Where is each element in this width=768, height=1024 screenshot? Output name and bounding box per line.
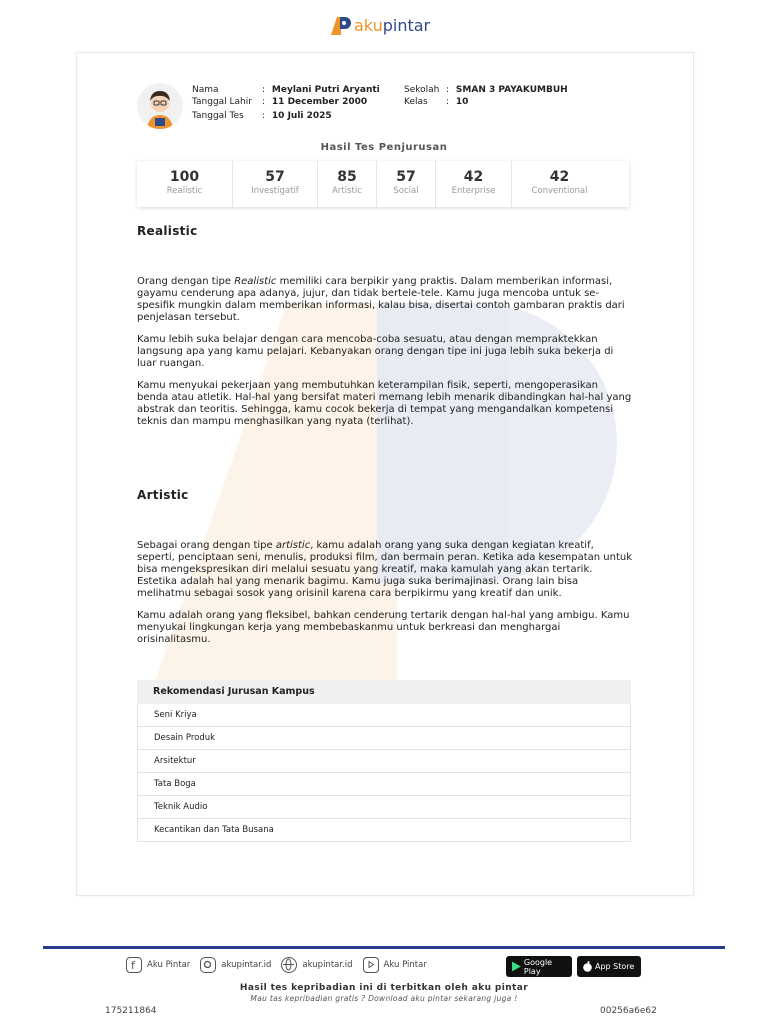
logo-mark-icon [328,13,352,37]
profile-name-row: Nama : Meylani Putri Aryanti [192,85,380,95]
realistic-paragraph-3: Kamu menyukai pekerjaan yang membutuhkan keterampilan fisik, seperti, mengoperasikan benda atau atletik. Hal-hal yang bersifat materi memang lebih menarik dibandingkan hal-hal yang abstrak dan teoritis. Sehingga, kamu cocok bekerja di tempat yang mengandalkan kompetensi teknis dan mampu menghasilkan yang nyata (terlihat). [137,380,632,427]
profile-birth-row: Tanggal Lahir : 11 December 2000 [192,97,368,107]
globe-icon [281,957,297,973]
app-store-button[interactable]: App Store [577,956,641,977]
score-realistic: 100 Realistic [137,161,233,207]
school-label: Sekolah [404,85,440,95]
student-avatar-icon [137,83,183,129]
school-value: SMAN 3 PAYAKUMBUH [455,85,568,95]
recommendation-item: Arsitektur [137,750,631,773]
youtube-icon [363,957,379,973]
youtube-link[interactable]: Aku Pintar [363,957,427,973]
birth-label: Tanggal Lahir [192,97,252,107]
realistic-body [137,276,632,438]
birth-value: 11 December 2000 [271,97,368,107]
artistic-body [137,540,632,656]
report-card [76,52,694,896]
class-label: Kelas [404,97,428,107]
profile-school-row: Sekolah : SMAN 3 PAYAKUMBUH [404,85,568,95]
score-social: 57 Social [377,161,436,207]
artistic-paragraph-2: Kamu adalah orang yang fleksibel, bahkan cenderung tertarik dengan hal-hal yang ambigu. Kamu menyukai lingkungan kerja yang membebaskanmu untuk berkreasi dan menghargai orisinalitasmu. [137,610,630,645]
testdate-label: Tanggal Tes [192,111,244,121]
instagram-icon [200,957,216,973]
footer-divider [43,946,725,949]
name-label: Nama [192,85,219,95]
artistic-paragraph-1: Sebagai orang dengan tipe artistic, kamu adalah orang yang suka dengan kegiatan kreatif, seperti, penciptaan seni, menulis, produksi film, dan bermain peran. Ketika ada kesempatan untuk bisa mengekspresikan diri melalui sesuatu yang kreatif, maka kamulah yang akan tertarik. Estetika adalah hal yang menarik bagimu. Kamu juga suka berimajinasi. Orang lain bisa melihatmu sebagai sosok yang orisinil karena cara berpikirmu yang kreatif dan unik. [137,540,632,599]
footer-subtitle: Mau tas kepribadian gratis ? Download aku pintar sekarang juga ! [250,994,518,1003]
apple-icon [583,961,592,972]
logo-text-pintar: pintar [382,15,431,35]
class-value: 10 [455,97,469,107]
recommendation-item: Kecantikan dan Tata Busana [137,819,631,842]
footer-title: Hasil tes kepribadian ini di terbitkan oleh aku pintar [239,983,529,993]
recommendation-item: Teknik Audio [137,796,631,819]
score-artistic: 85 Artistic [318,161,377,207]
google-play-button[interactable]: Google Play [506,956,572,977]
realistic-paragraph-1: Orang dengan tipe Realistic memiliki cara berpikir yang praktis. Dalam memberikan informasi, gayamu cenderung apa adanya, jujur, dan tidak bertele-tele. Kamu juga mencoba untuk se-spesifik mungkin dalam memberikan informasi, kalau bisa, disertai contoh gambaran praktis dari penjelasan tersebut. [137,276,625,323]
avatar [137,83,183,129]
testdate-value: 10 Juli 2025 [271,111,332,121]
footer-code-right: 00256a6e62 [600,1006,657,1016]
facebook-link[interactable]: f Aku Pintar [126,957,190,973]
realistic-heading: Realistic [137,224,198,238]
score-summary [137,161,629,207]
recommendation-heading: Rekomendasi Jurusan Kampus [137,680,631,704]
profile-class-row: Kelas : 10 [404,97,469,107]
recommendation-item: Tata Boga [137,773,631,796]
score-conventional: 42 Conventional [531,169,588,196]
recommendation-item: Seni Kriya [137,704,631,727]
footer-social-links [126,957,437,973]
footer-code-left: 175211864 [105,1006,157,1016]
recommendation-table [137,680,631,842]
results-title: Hasil Tes Penjurusan [320,142,448,153]
facebook-icon [126,957,142,973]
name-value: Meylani Putri Aryanti [271,85,380,95]
instagram-link[interactable]: akupintar.id [200,957,271,973]
website-link[interactable]: akupintar.id [281,957,352,973]
score-enterprise: 42 Enterprise [436,161,512,207]
svg-text:f: f [131,959,135,971]
recommendation-item: Desain Produk [137,727,631,750]
artistic-heading: Artistic [137,488,189,502]
logo-text-aku: aku [354,15,383,35]
akupintar-logo [328,12,430,38]
score-investigatif: 57 Investigatif [233,161,318,207]
profile-testdate-row: Tanggal Tes : 10 Juli 2025 [192,111,332,121]
google-play-icon [512,961,521,972]
realistic-paragraph-2: Kamu lebih suka belajar dengan cara mencoba-coba sesuatu, atau dengan mempraktekkan langsung apa yang kamu pelajari. Kebanyakan orang dengan tipe ini juga lebih suka bekerja di luar ruangan. [137,334,614,369]
